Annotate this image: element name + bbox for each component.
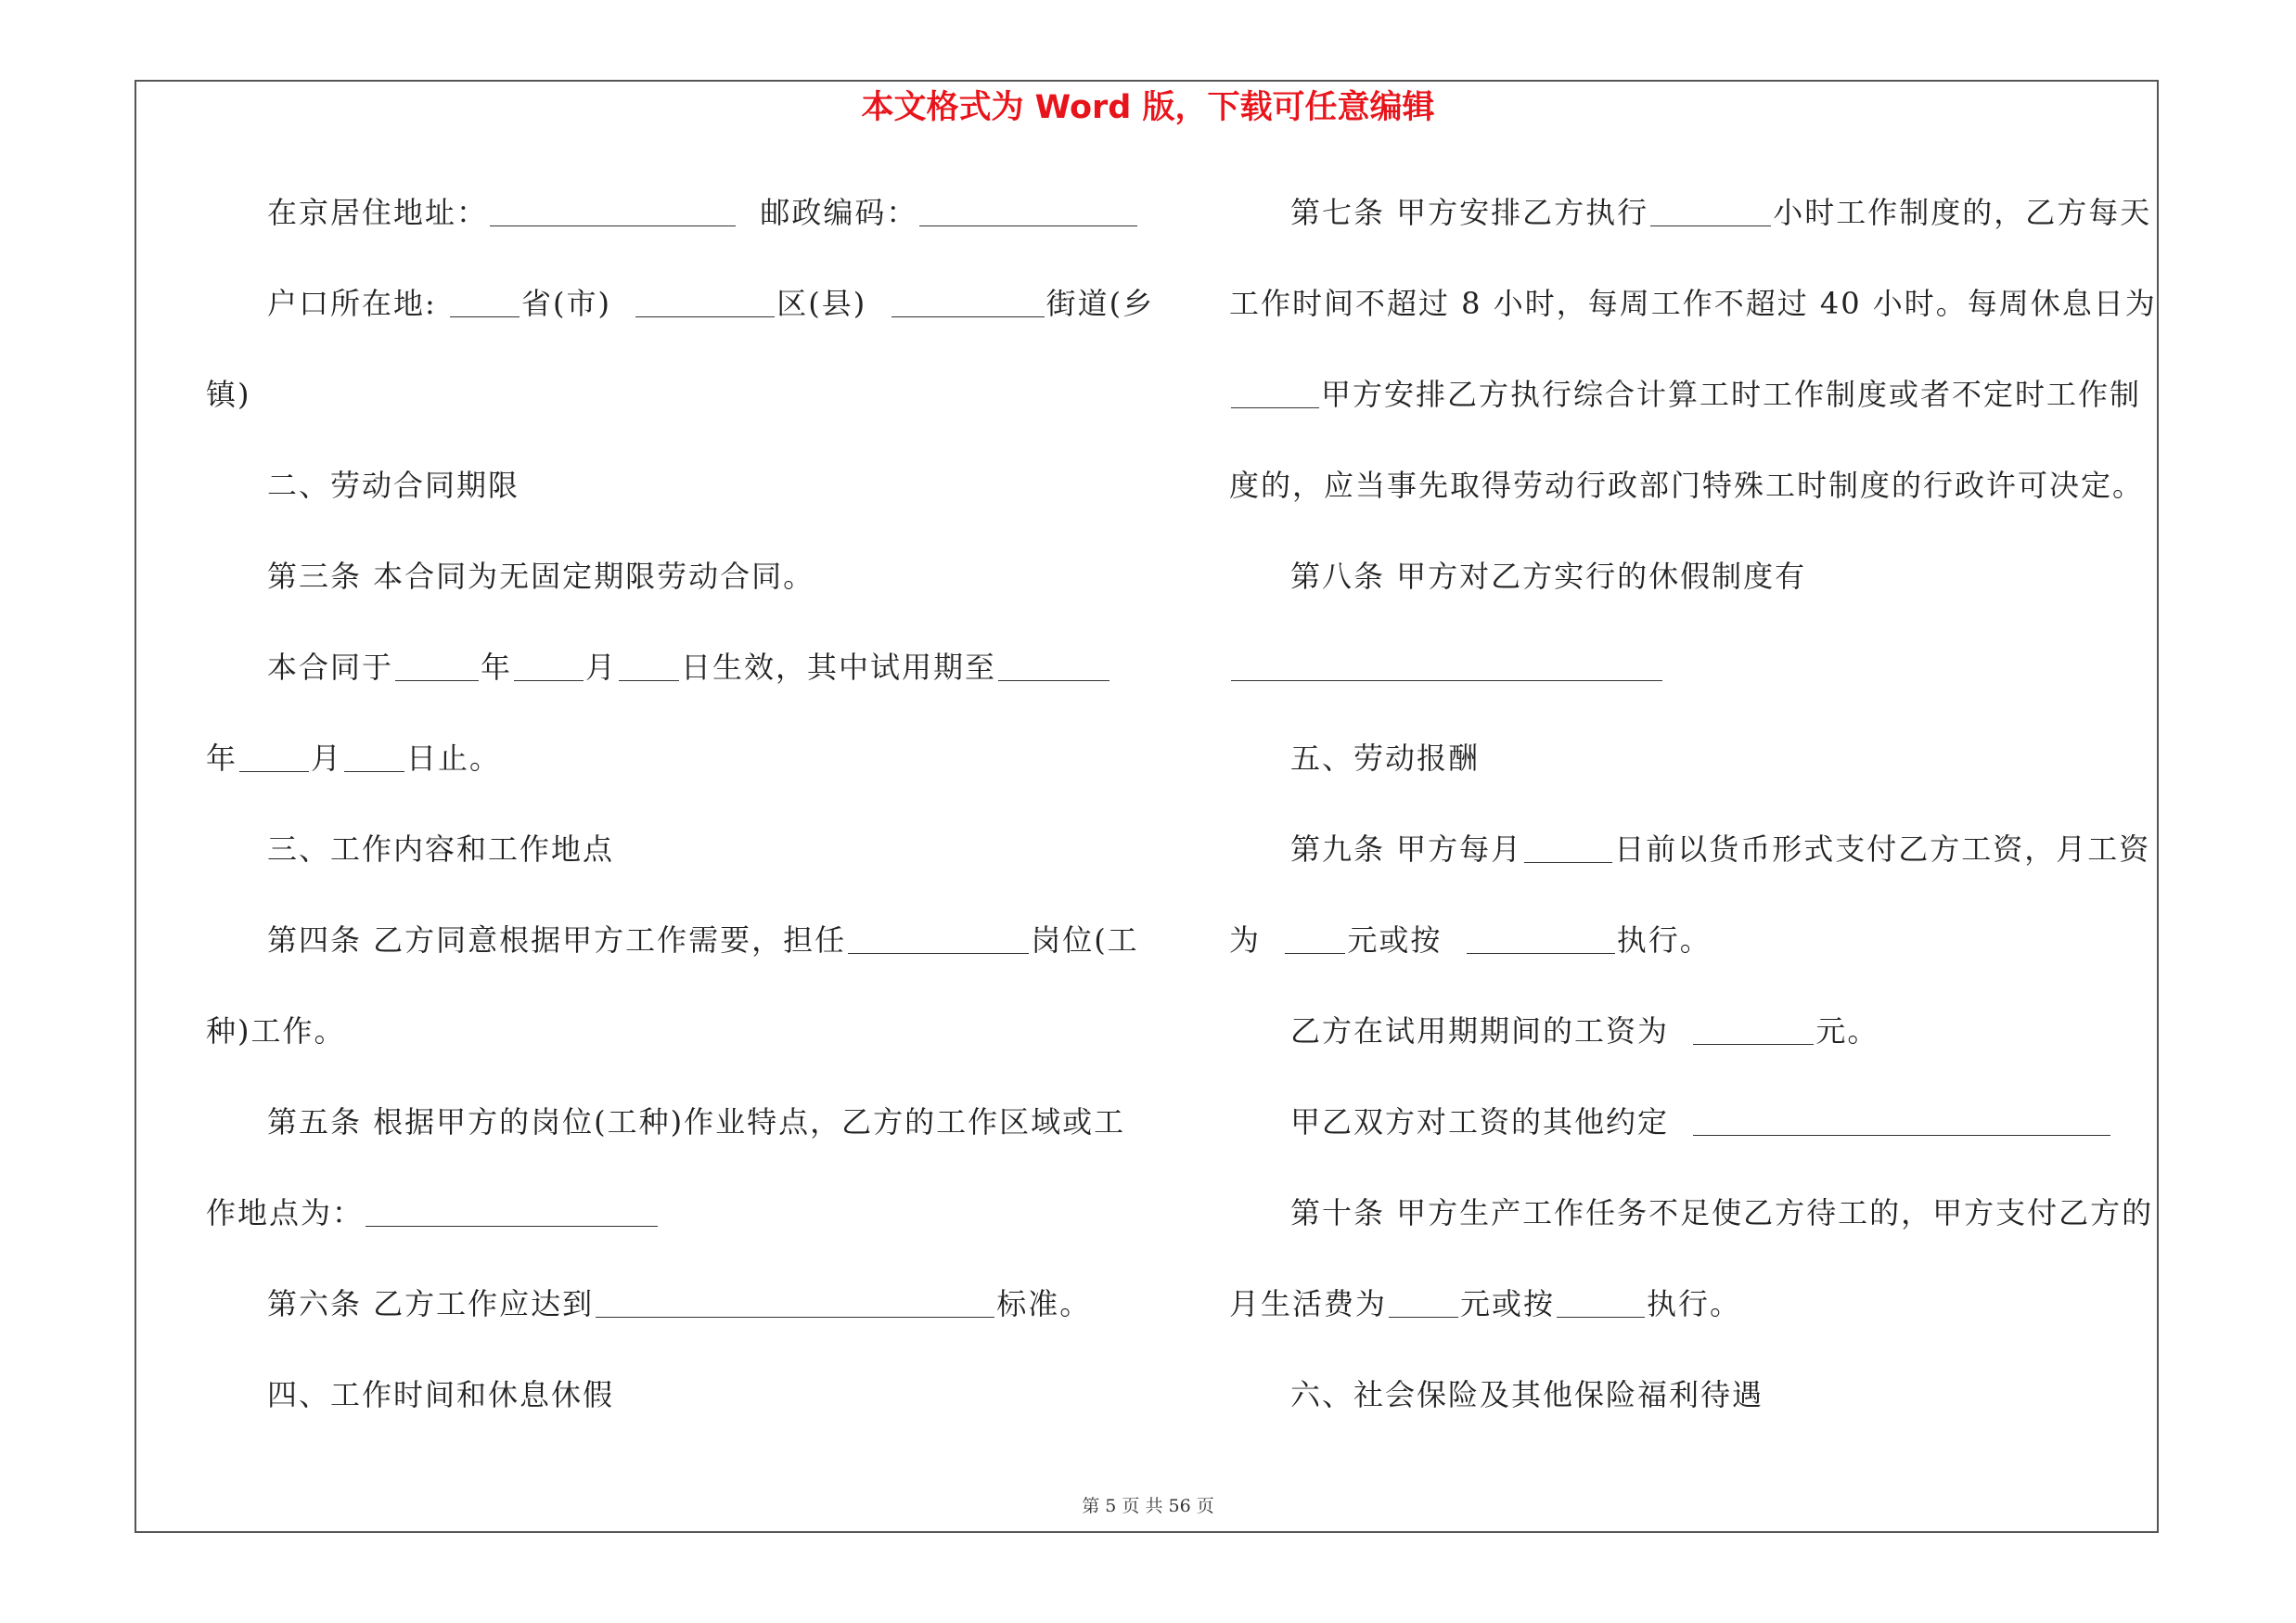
address-label: 在京居住地址： <box>267 195 489 230</box>
section-4-heading: 四、工作时间和休息休假 <box>267 1377 615 1412</box>
article-6 <box>206 1258 1134 1349</box>
comprehensive-hours-line <box>1229 349 2143 440</box>
article-7-cont: 工作时间不超过 8 小时，每周工作不超过 40 小时。每周休息日为 <box>1229 286 2157 321</box>
effective-label: 本合同于 <box>267 650 394 685</box>
article-10: 第十条 甲方生产工作任务不足使乙方待工的，甲方支付乙方的 <box>1290 1195 2154 1230</box>
end-year-label: 年 <box>206 741 238 776</box>
street-label: 街道(乡 <box>1045 286 1155 321</box>
payday-label: 日前以货币形式支付乙方工资，月工资 <box>1614 831 2151 867</box>
article-5: 第五条 根据甲方的岗位(工种)作业特点，乙方的工作区域或工 <box>267 1104 1126 1140</box>
province-label: 省(市) <box>520 286 611 321</box>
article-9-cont <box>1229 895 2143 985</box>
probation-year-blank <box>998 679 1110 681</box>
right-column <box>1229 167 2157 1440</box>
street-blank <box>891 316 1045 317</box>
probation-salary-line <box>1229 985 2143 1076</box>
rest-day-blank <box>1231 406 1319 408</box>
hours-label: 小时工作制度的，乙方每天 <box>1773 195 2152 230</box>
payday-blank <box>1524 861 1612 863</box>
standard-label: 标准。 <box>996 1286 1092 1321</box>
workplace-label: 作地点为： <box>206 1195 365 1230</box>
article-7-text: 第七条 甲方安排乙方执行 <box>1290 195 1649 230</box>
standard-blank <box>596 1316 994 1318</box>
year-blank <box>395 679 479 681</box>
salary-execute-label: 执行。 <box>1616 922 1712 958</box>
article-6-text: 第六条 乙方工作应达到 <box>267 1286 595 1321</box>
district-label: 区(县) <box>776 286 867 321</box>
hours-blank <box>1650 225 1771 226</box>
day-blank <box>619 679 679 681</box>
article-9-text: 第九条 甲方每月 <box>1290 831 1523 867</box>
effective-date-line <box>206 622 1134 713</box>
month-label: 月 <box>585 650 618 685</box>
article-7 <box>1229 167 2152 258</box>
article-8: 第八条 甲方对乙方实行的休假制度有 <box>1290 559 1807 594</box>
article-4 <box>206 895 1139 985</box>
leave-policy-line <box>1229 622 2143 713</box>
article-4-text: 第四条 乙方同意根据甲方工作需要，担任 <box>267 922 847 958</box>
left-column <box>206 167 1155 1440</box>
probation-salary-unit: 元。 <box>1815 1013 1879 1049</box>
section-5-heading: 五、劳动报酬 <box>1290 741 1481 776</box>
workplace-blank <box>366 1225 658 1227</box>
hukou-line <box>206 258 1155 349</box>
other-salary-label: 甲乙双方对工资的其他约定 <box>1290 1104 1670 1140</box>
section-2-heading: 二、劳动合同期限 <box>267 468 520 503</box>
living-allowance-or-label: 元或按 <box>1460 1286 1556 1321</box>
comprehensive-hours-text: 甲方安排乙方执行综合计算工时工作制度或者不定时工作制 <box>1321 377 2142 412</box>
end-day-label: 日止。 <box>406 741 502 776</box>
salary-label: 为 <box>1229 922 1262 958</box>
article-3: 第三条 本合同为无固定期限劳动合同。 <box>267 559 815 594</box>
probation-label: 日生效，其中试用期至 <box>681 650 997 685</box>
year-label: 年 <box>481 650 513 685</box>
living-allowance-blank <box>1389 1316 1458 1318</box>
province-blank <box>450 316 519 317</box>
living-allowance-execute-label: 执行。 <box>1647 1286 1742 1321</box>
other-salary-blank <box>1693 1134 2110 1136</box>
living-allowance-label: 月生活费为 <box>1229 1286 1388 1321</box>
comprehensive-hours-cont: 度的，应当事先取得劳动行政部门特殊工时制度的行政许可决定。 <box>1229 468 2145 503</box>
end-month-label: 月 <box>311 741 343 776</box>
probation-salary-label: 乙方在试用期期间的工资为 <box>1290 1013 1670 1049</box>
postcode-blank <box>919 225 1137 226</box>
other-salary-line <box>1229 1076 2143 1167</box>
month-blank <box>514 679 584 681</box>
section-6-heading: 六、社会保险及其他保险福利待遇 <box>1290 1377 1764 1412</box>
article-10-cont <box>1229 1258 2143 1349</box>
end-day-blank <box>344 770 404 772</box>
hukou-line-cont: 镇) <box>206 377 251 412</box>
probation-end-line <box>206 713 1134 804</box>
salary-blank <box>1285 952 1345 954</box>
postcode-label: 邮政编码： <box>760 195 918 230</box>
end-month-blank <box>239 770 309 772</box>
probation-salary-blank <box>1693 1043 1814 1045</box>
section-3-heading: 三、工作内容和工作地点 <box>267 831 615 867</box>
page-footer: 第 5 页 共 56 页 <box>1082 1496 1214 1516</box>
format-banner: 本文格式为 Word 版，下载可任意编辑 <box>861 89 1435 126</box>
position-label: 岗位(工 <box>1031 922 1139 958</box>
leave-policy-blank <box>1231 679 1662 681</box>
salary-standard-blank <box>1467 952 1615 954</box>
district-blank <box>635 316 775 317</box>
hukou-label: 户口所在地: <box>267 286 437 321</box>
article-4-cont: 种)工作。 <box>206 1013 346 1049</box>
position-blank <box>848 952 1029 954</box>
article-5-cont <box>206 1167 1134 1258</box>
article-9 <box>1229 804 2151 895</box>
living-allowance-standard-blank <box>1557 1316 1645 1318</box>
salary-or-label: 元或按 <box>1347 922 1443 958</box>
address-blank <box>490 225 736 226</box>
address-line <box>206 167 1134 258</box>
